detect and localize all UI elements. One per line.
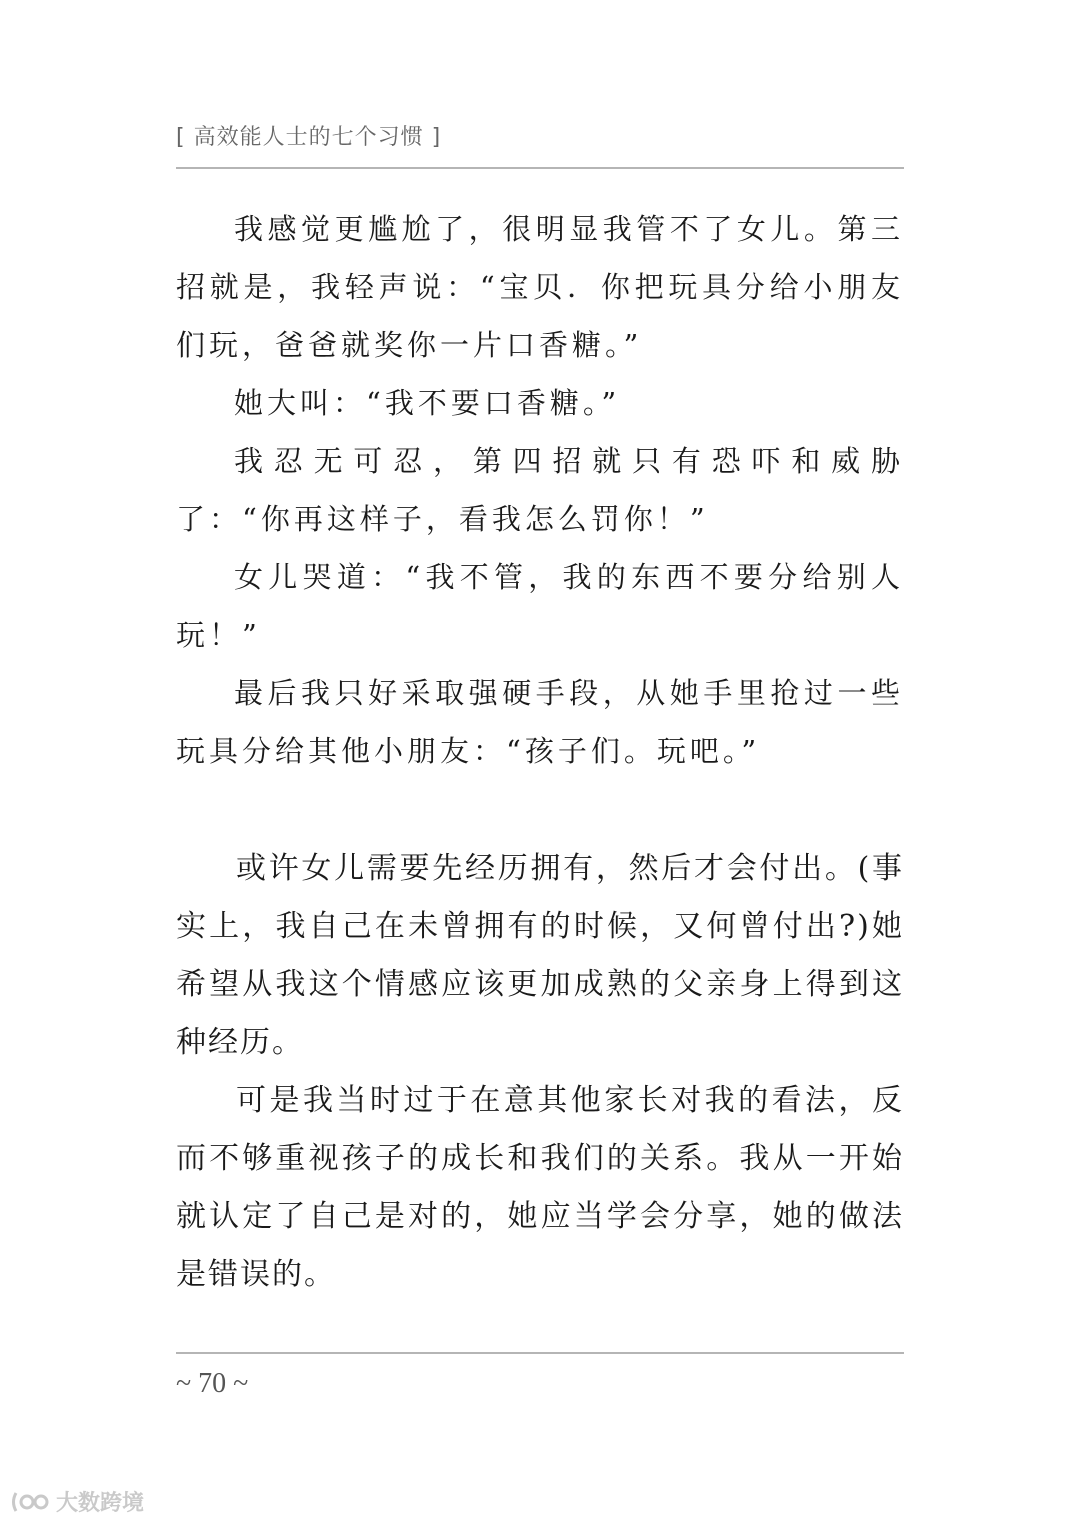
watermark <box>10 1486 144 1517</box>
running-header: [ 高效能人士的七个习惯 ] <box>176 125 442 150</box>
paragraph: 最后我只好采取强硬手段，从她手里抢过一些玩具分给其他小朋友：“孩子们。玩吧。” <box>176 676 904 768</box>
paragraph: 或许女儿需要先经历拥有，然后才会付出。(事实上，我自己在未曾拥有的时候，又何曾付出?)她希望从我这个情感应该更加成熟的父亲身上得到这种经历。 <box>176 851 904 1060</box>
dialogue-section <box>176 200 904 780</box>
paragraph: 我忍无可忍，第四招就只有恐吓和威胁了：“你再这样子，看我怎么罚你！” <box>176 444 904 536</box>
paragraph: 我感觉更尴尬了，很明显我管不了女儿。第三招就是，我轻声说：“宝贝．你把玩具分给小朋友们玩，爸爸就奖你一片口香糖。” <box>176 212 904 362</box>
paragraph: 她大叫：“我不要口香糖。” <box>234 386 621 420</box>
watermark-text: 大数跨境 <box>56 1491 145 1516</box>
paragraph: 女儿哭道：“我不管，我的东西不要分给别人玩！” <box>176 560 904 652</box>
logo-icon <box>10 1489 50 1515</box>
narrative-section <box>176 840 904 1304</box>
header-divider <box>176 167 904 169</box>
paragraph: 可是我当时过于在意其他家长对我的看法，反而不够重视孩子的成长和我们的关系。我从一开始就认定了自己是对的，她应当学会分享，她的做法是错误的。 <box>176 1083 904 1292</box>
page-number: ~ 70 ~ <box>176 1368 249 1399</box>
footer-divider <box>176 1352 904 1354</box>
page-body <box>176 200 904 1304</box>
